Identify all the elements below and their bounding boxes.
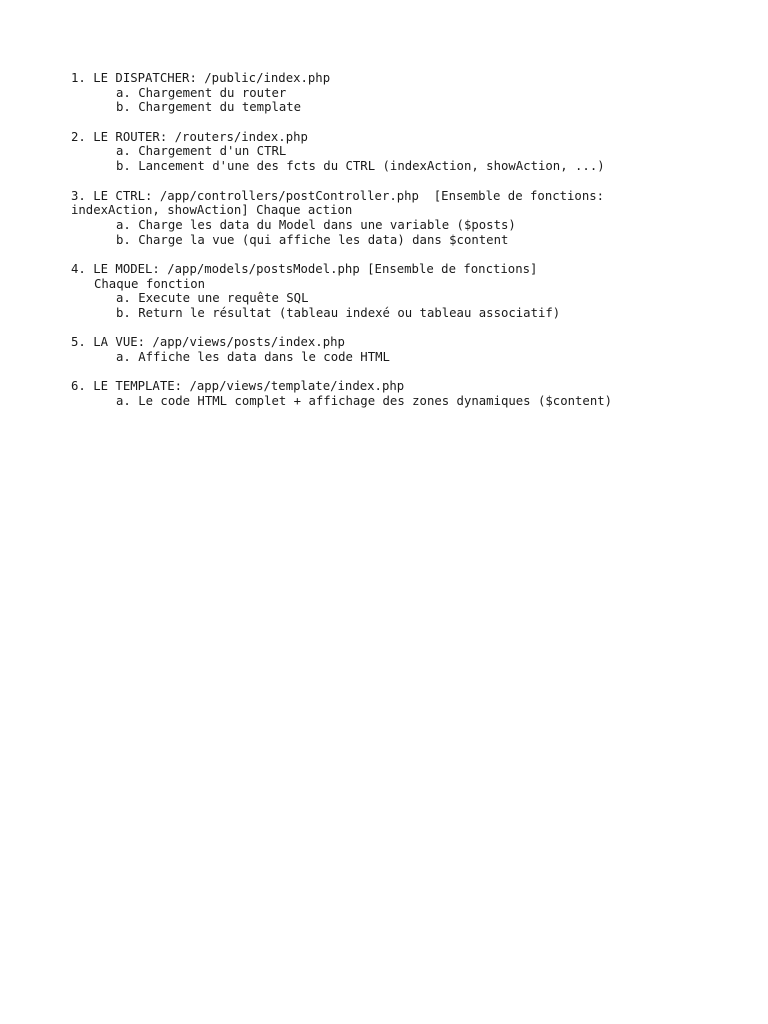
list-item: a. Chargement d'un CTRL [116,144,287,159]
section-dispatcher [71,71,711,115]
section-heading: 3. LE CTRL: /app/controllers/postController.php [Ensemble de fonctions: [71,188,605,203]
section-heading: 4. LE MODEL: /app/models/postsModel.php [Ensemble de fonctions] [71,261,538,276]
section-heading: 1. LE DISPATCHER: /public/index.php [71,71,331,85]
section-model [71,262,711,321]
section-router [71,130,711,174]
list-item: b. Charge la vue (qui affiche les data) dans $content [116,232,509,247]
list-item: b. Chargement du template [116,100,302,115]
section-ctrl [71,189,711,248]
section-heading-continuation: Chaque fonction [94,276,206,291]
section-heading: 2. LE ROUTER: /routers/index.php [71,129,308,144]
section-heading: 6. LE TEMPLATE: /app/views/template/index.php [71,379,405,394]
section-heading: 5. LA VUE: /app/views/posts/index.php [71,335,345,350]
section-vue [71,335,711,364]
list-item: a. Chargement du router [116,85,287,100]
list-item: b. Lancement d'une des fcts du CTRL (indexAction, showAction, ...) [116,159,605,174]
list-item: a. Le code HTML complet + affichage des zones dynamiques ($content) [116,394,613,409]
list-item: a. Execute une requête SQL [116,291,309,306]
section-heading-continuation: indexAction, showAction] Chaque action [71,203,353,218]
section-template [71,379,711,408]
list-item: b. Return le résultat (tableau indexé ou tableau associatif) [116,306,561,320]
list-item: a. Affiche les data dans le code HTML [116,350,390,365]
list-item: a. Charge les data du Model dans une variable ($posts) [116,217,516,232]
document-body [71,71,711,424]
